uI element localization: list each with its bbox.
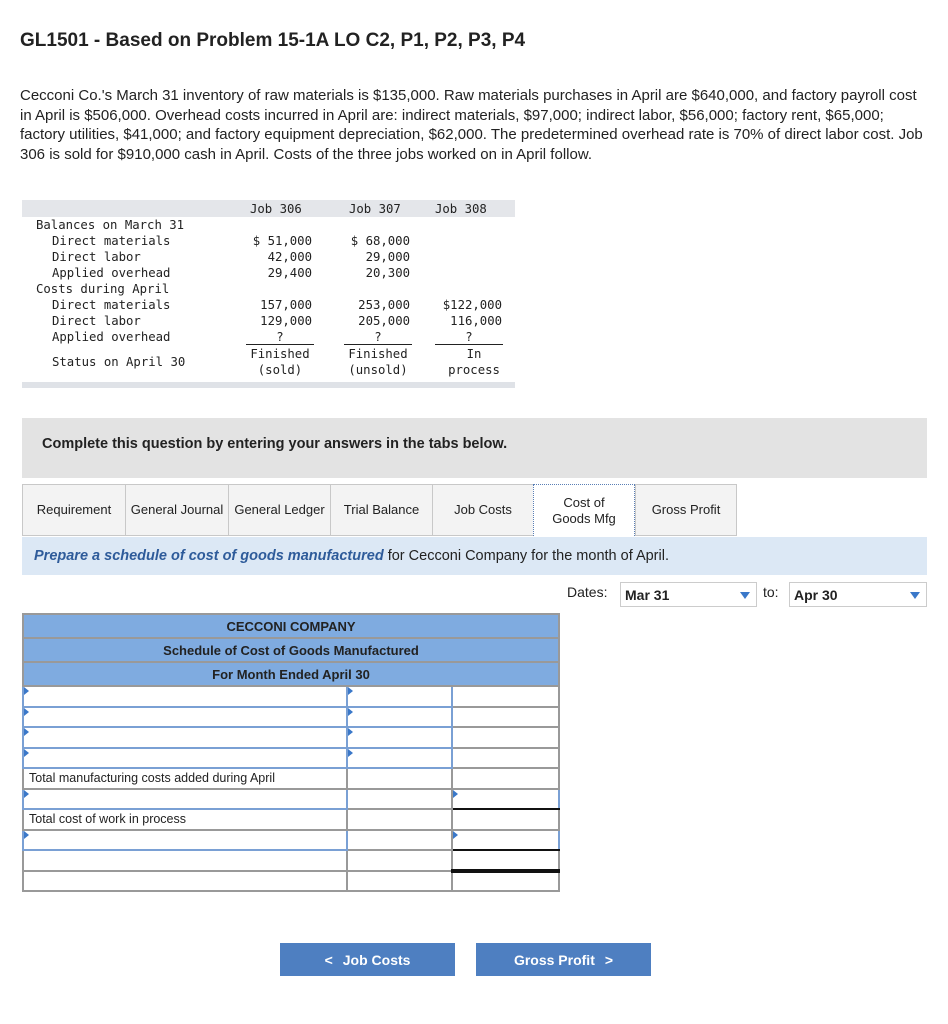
- table-row: [23, 871, 559, 892]
- amount-input[interactable]: [452, 830, 559, 851]
- tab-job-costs[interactable]: Job Costs: [432, 484, 534, 536]
- status: process: [448, 363, 500, 377]
- cell: [347, 789, 453, 810]
- dates-to-label: to:: [763, 584, 779, 600]
- status: Finished: [250, 347, 310, 361]
- status: In: [466, 347, 482, 361]
- row-label: Direct labor: [52, 314, 141, 328]
- amount-input[interactable]: [347, 707, 453, 728]
- company-name: CECCONI COMPANY: [23, 614, 559, 638]
- table-row: [23, 809, 559, 830]
- cell: [452, 871, 559, 892]
- cell: 157,000: [260, 298, 312, 312]
- status: Finished: [348, 347, 408, 361]
- cell: [452, 727, 559, 748]
- prev-label: Job Costs: [342, 951, 411, 968]
- table-row: [23, 768, 559, 789]
- schedule-period: For Month Ended April 30: [23, 662, 559, 686]
- next-label: Gross Profit: [513, 951, 595, 968]
- row-label: Applied overhead: [52, 330, 171, 344]
- cell: 29,400: [267, 266, 312, 280]
- problem-text: Cecconi Co.'s March 31 inventory of raw materials is $135,000. Raw materials purchases in April are $640,000, and factory payroll cost in April is $506,000. Overhead costs incurred in April are: indirect materials, $97,000; indirect labor, $56,000; factory rent, $65,000; factory utilities, $41,000; and factory equipment depreciation, $62,000. The predetermined overhead rate is 70% of direct labor cost. Job 306 is sold for $910,000 cash in April. Costs of the three jobs worked on in April follow.: [20, 87, 923, 163]
- cell: [347, 809, 453, 830]
- status: (unsold): [348, 363, 408, 377]
- cell: 205,000: [358, 314, 410, 328]
- total-mfg-costs-label: Total manufacturing costs added during April: [23, 768, 347, 789]
- col-header: Job 308: [435, 202, 487, 216]
- cell: [23, 850, 347, 871]
- cell: [347, 830, 453, 851]
- cell: [452, 686, 559, 707]
- table-row: [23, 707, 559, 728]
- chevron-left-icon: <: [324, 951, 333, 968]
- table-row: [23, 686, 559, 707]
- prev-job-costs-button[interactable]: [280, 943, 455, 976]
- cell: [452, 850, 559, 871]
- cell: ?: [344, 330, 412, 345]
- page-title: GL1501 - Based on Problem 15-1A LO C2, P1, P2, P3, P4: [20, 30, 526, 51]
- amount-input[interactable]: [347, 748, 453, 769]
- tab-gross-profit[interactable]: Gross Profit: [635, 484, 737, 536]
- cell: [452, 809, 559, 830]
- cell: ?: [246, 330, 314, 345]
- label-input[interactable]: [23, 830, 347, 851]
- cell: 253,000: [358, 298, 410, 312]
- chevron-right-icon: >: [604, 951, 614, 968]
- col-header: Job 306: [250, 202, 302, 216]
- cell: ?: [435, 330, 503, 345]
- cell: 29,000: [365, 250, 410, 264]
- cell: [347, 768, 453, 789]
- cell: $ 51,000: [252, 234, 312, 248]
- tab-cost-of-goods-mfg[interactable]: Cost of Goods Mfg: [533, 484, 635, 536]
- cell: [452, 707, 559, 728]
- cell: [347, 871, 453, 892]
- row-label: Direct labor: [52, 250, 141, 264]
- cell: 116,000: [450, 314, 502, 328]
- cell: 42,000: [267, 250, 312, 264]
- cell: [347, 850, 453, 871]
- cell: [452, 748, 559, 769]
- tab-trial-balance[interactable]: Trial Balance: [330, 484, 433, 536]
- instruction-band: [22, 537, 927, 575]
- table-row: [23, 789, 559, 810]
- total-wip-label: Total cost of work in process: [23, 809, 347, 830]
- amount-input[interactable]: [347, 686, 453, 707]
- jobs-cost-table: [22, 200, 515, 388]
- instruction-text: for Cecconi Company for the month of April.: [383, 548, 669, 564]
- section-label: Costs during April: [36, 282, 170, 296]
- amount-input[interactable]: [347, 727, 453, 748]
- cell: $122,000: [442, 298, 502, 312]
- tab-general-journal[interactable]: General Journal: [125, 484, 229, 536]
- cell: 129,000: [260, 314, 312, 328]
- schedule-title: Schedule of Cost of Goods Manufactured: [23, 638, 559, 662]
- table-row: [23, 727, 559, 748]
- date-from-value: Mar 31: [625, 587, 670, 603]
- date-to-value: Apr 30: [794, 587, 838, 603]
- instructions-text: Complete this question by entering your answers in the tabs below.: [42, 436, 508, 452]
- instruction-bold: Prepare a schedule of cost of goods manufactured: [34, 548, 384, 564]
- dropdown-arrow-icon: [910, 592, 920, 599]
- dates-label: Dates:: [567, 584, 608, 600]
- next-gross-profit-button[interactable]: [476, 943, 651, 976]
- table-row: [23, 830, 559, 851]
- date-from-select[interactable]: [620, 582, 757, 607]
- status: (sold): [257, 363, 303, 377]
- instructions-panel: [22, 418, 927, 478]
- label-input[interactable]: [23, 789, 347, 810]
- row-label: Direct materials: [52, 298, 171, 312]
- table-row: [23, 850, 559, 871]
- row-label: Direct materials: [52, 234, 171, 248]
- cell: [23, 871, 347, 892]
- label-input[interactable]: [23, 707, 347, 728]
- date-to-select[interactable]: [789, 582, 927, 607]
- label-input[interactable]: [23, 686, 347, 707]
- cell: [452, 768, 559, 789]
- label-input[interactable]: [23, 727, 347, 748]
- section-label: Balances on March 31: [36, 218, 185, 232]
- tab-requirement[interactable]: Requirement: [22, 484, 126, 536]
- row-label: Applied overhead: [52, 266, 171, 280]
- amount-input[interactable]: [452, 789, 559, 810]
- col-header: Job 307: [349, 202, 401, 216]
- row-label: Status on April 30: [52, 355, 186, 369]
- tab-general-ledger[interactable]: General Ledger: [228, 484, 331, 536]
- cogm-schedule: [22, 613, 560, 892]
- table-row: [23, 748, 559, 769]
- dropdown-arrow-icon: [740, 592, 750, 599]
- cell: 20,300: [365, 266, 410, 280]
- cell: $ 68,000: [350, 234, 410, 248]
- label-input[interactable]: [23, 748, 347, 769]
